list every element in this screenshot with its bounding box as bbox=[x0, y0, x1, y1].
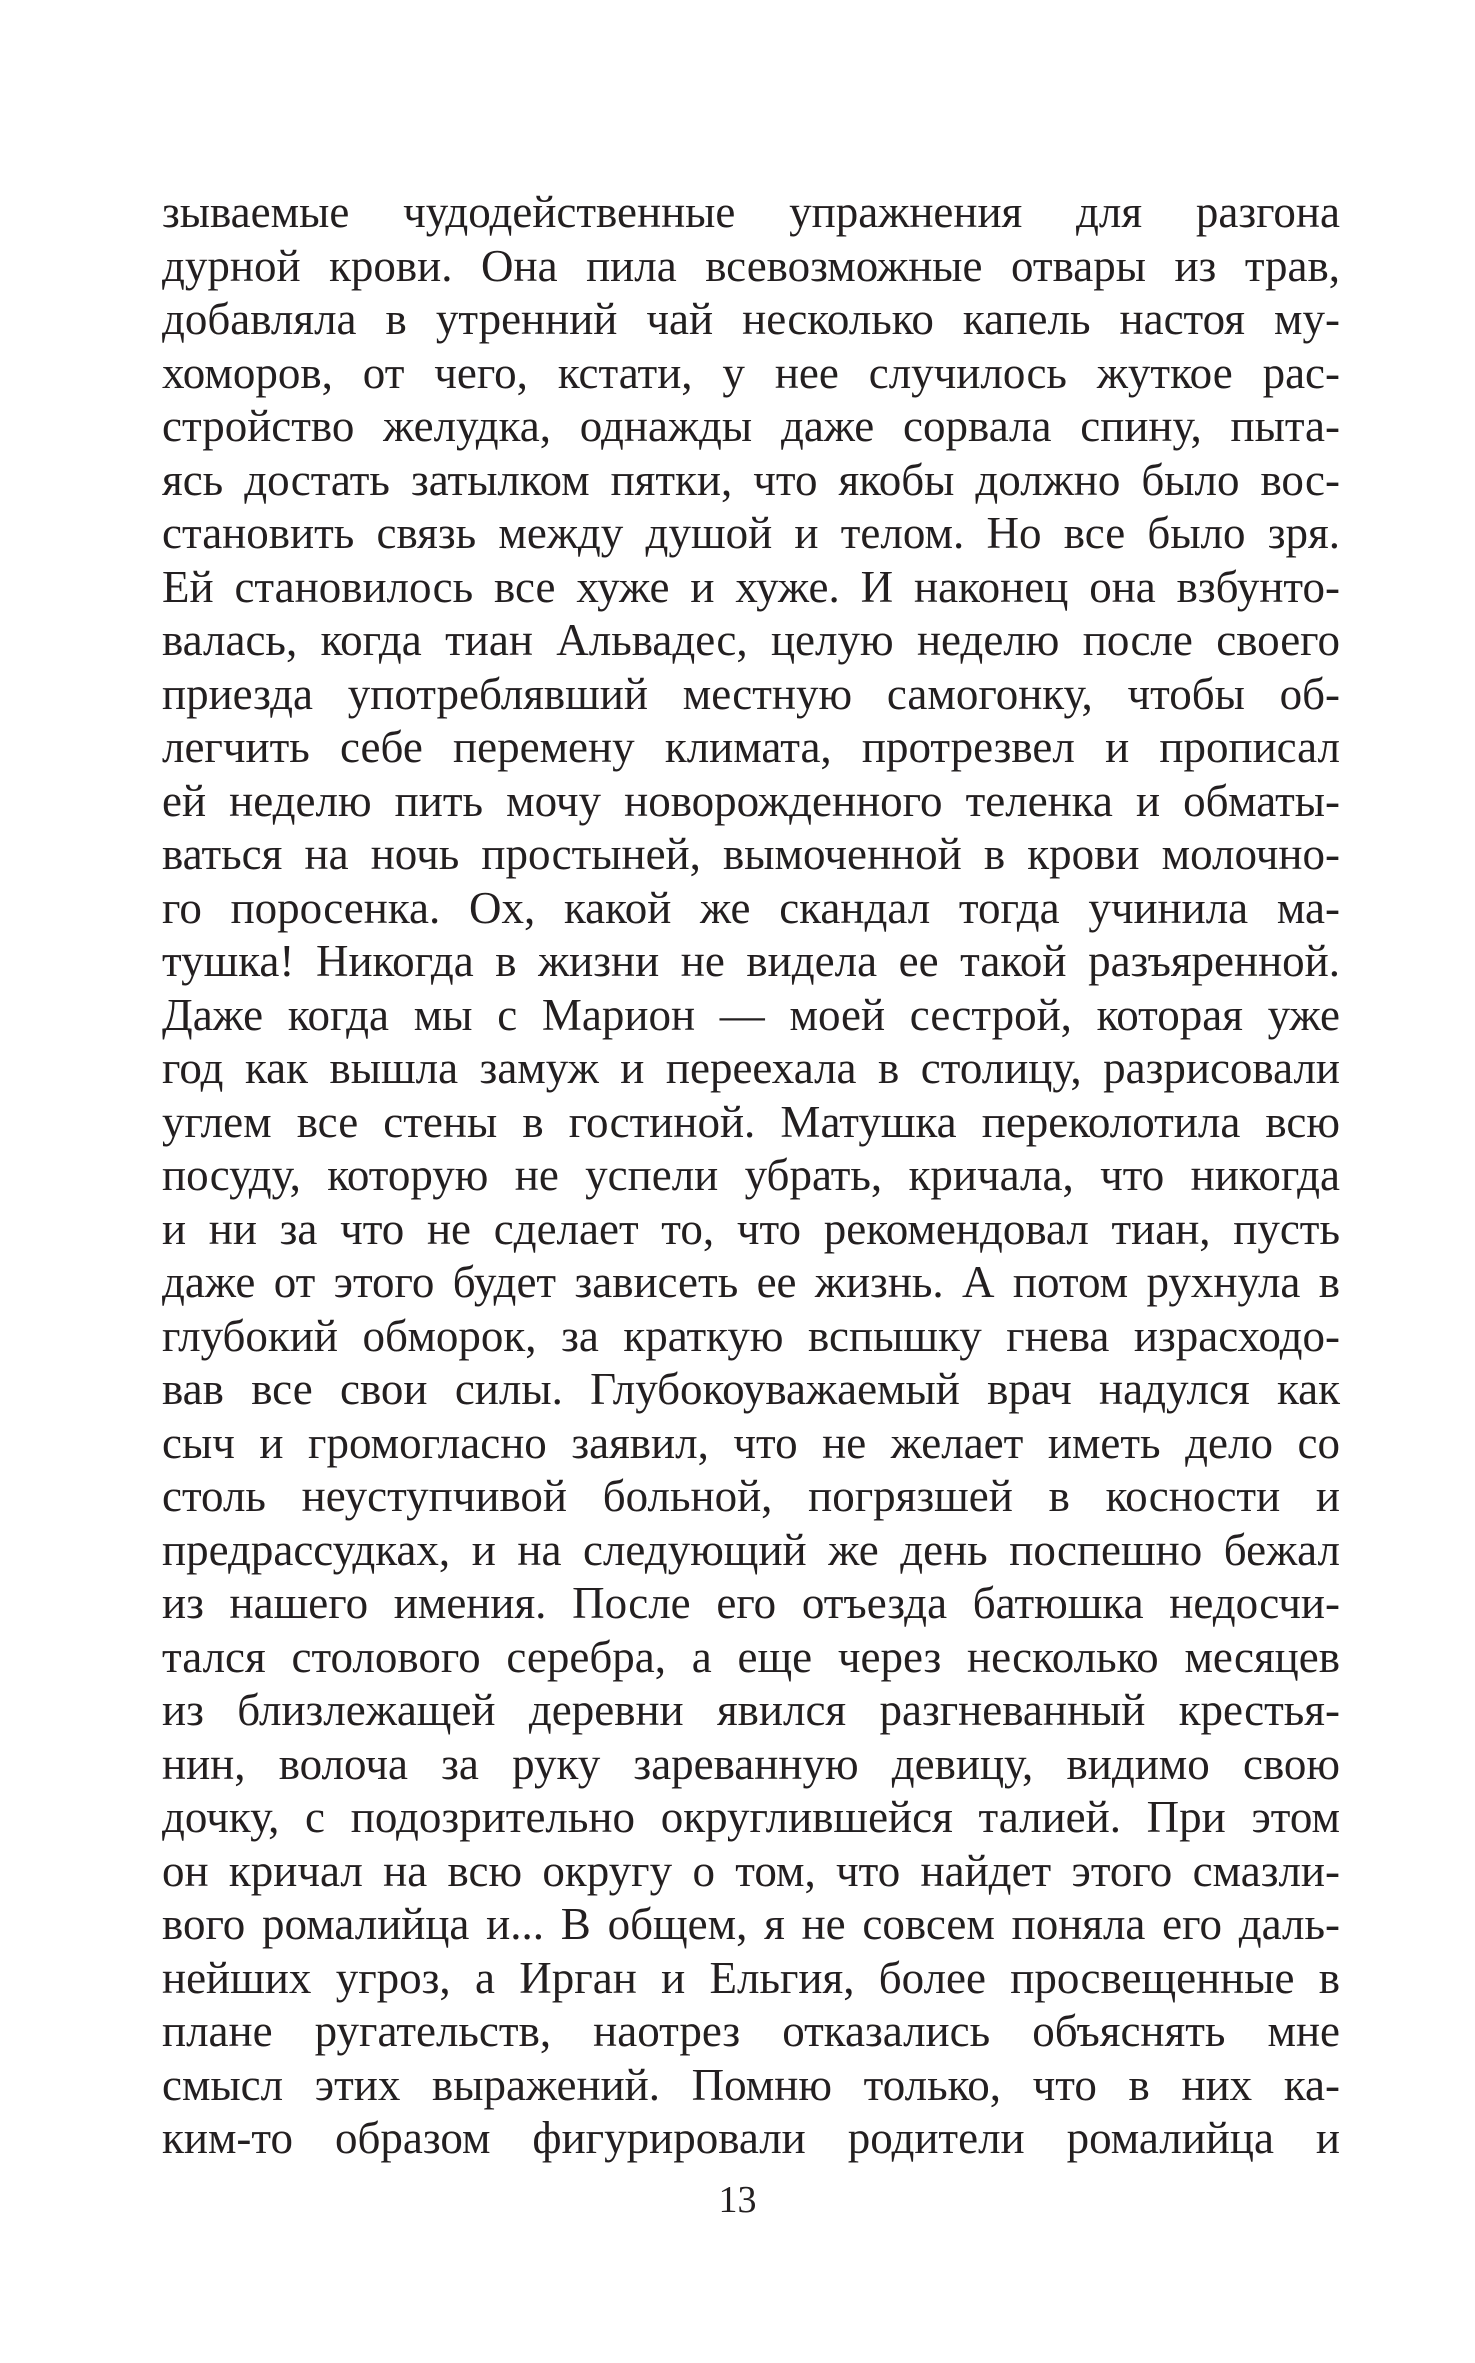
text-line: Даже когда мы с Марион — моей сестрой, которая уже bbox=[162, 989, 1340, 1040]
text-line: столь неуступчивой больной, погрязшей в косности и bbox=[162, 1471, 1340, 1521]
text-line: хоморов, от чего, кстати, у нее случилось жуткое рас- bbox=[162, 347, 1340, 398]
page-number: 13 bbox=[718, 2179, 757, 2221]
text-line: валась, когда тиан Альвадес, целую неделю после своего bbox=[162, 615, 1340, 665]
text-line: вав все свои силы. Глубокоуважаемый врач надулся как bbox=[162, 1364, 1340, 1414]
text-line: нейших угроз, а Ирган и Ельгия, более просвещенные в bbox=[162, 1952, 1340, 2003]
text-line: добавляла в утренний чай несколько капель настоя му- bbox=[162, 294, 1340, 344]
text-line: Ей становилось все хуже и хуже. И наконец она взбунто- bbox=[162, 561, 1340, 612]
text-line: легчить себе перемену климата, протрезвел и прописал bbox=[162, 722, 1340, 772]
text-line: ей неделю пить мочу новорожденного теленка и обматы- bbox=[162, 775, 1340, 826]
text-line: сыч и громогласно заявил, что не желает иметь дело со bbox=[162, 1417, 1340, 1468]
text-line: углем все стены в гостиной. Матушка переколотила всю bbox=[162, 1096, 1340, 1147]
text-line: тался столового серебра, а еще через несколько месяцев bbox=[162, 1631, 1340, 1682]
text-line: тушка! Никогда в жизни не видела ее такой разъяренной. bbox=[162, 936, 1340, 986]
text-line: дочку, с подозрительно округлившейся талией. При этом bbox=[162, 1792, 1340, 1842]
text-line: из близлежащей деревни явился разгневанный крестья- bbox=[162, 1685, 1340, 1735]
text-line: смысл этих выражений. Помню только, что в них ка- bbox=[162, 2059, 1340, 2110]
text-line: ким-то образом фигурировали родители ромалийца и bbox=[162, 2113, 1340, 2163]
text-line: год как вышла замуж и переехала в столицу, разрисовали bbox=[162, 1043, 1340, 1093]
text-line: вого ромалийца и... В общем, я не совсем поняла его даль- bbox=[162, 1899, 1340, 1949]
text-line: плане ругательств, наотрез отказались объяснять мне bbox=[162, 2006, 1340, 2056]
text-line: стройство желудка, однажды даже сорвала спину, пыта- bbox=[162, 401, 1340, 451]
text-line: из нашего имения. После его отъезда батюшка недосчи- bbox=[162, 1578, 1340, 1628]
text-line: он кричал на всю округу о том, что найдет этого смазли- bbox=[162, 1845, 1340, 1896]
text-line: го поросенка. Ох, какой же скандал тогда учинила ма- bbox=[162, 882, 1340, 933]
text-line: и ни за что не сделает то, что рекомендовал тиан, пусть bbox=[162, 1203, 1340, 1254]
text-line: приезда употреблявший местную самогонку, чтобы об- bbox=[162, 668, 1340, 719]
body-text bbox=[162, 186, 1340, 2166]
text-line: даже от этого будет зависеть ее жизнь. А потом рухнула в bbox=[162, 1257, 1340, 1307]
text-line: становить связь между душой и телом. Но все было зря. bbox=[162, 508, 1340, 558]
text-line: посуду, которую не успели убрать, кричала, что никогда bbox=[162, 1150, 1340, 1200]
text-line: предрассудках, и на следующий же день поспешно бежал bbox=[162, 1524, 1340, 1575]
text-line: ясь достать затылком пятки, что якобы должно было вос- bbox=[162, 454, 1340, 505]
text-line: зываемые чудодейственные упражнения для разгона bbox=[162, 187, 1340, 237]
text-line: глубокий обморок, за краткую вспышку гнева израсходо- bbox=[162, 1310, 1340, 1361]
text-line: нин, волоча за руку зареванную девицу, видимо свою bbox=[162, 1738, 1340, 1789]
text-line: дурной крови. Она пила всевозможные отвары из трав, bbox=[162, 240, 1340, 291]
text-line: ваться на ночь простыней, вымоченной в крови молочно- bbox=[162, 829, 1340, 879]
